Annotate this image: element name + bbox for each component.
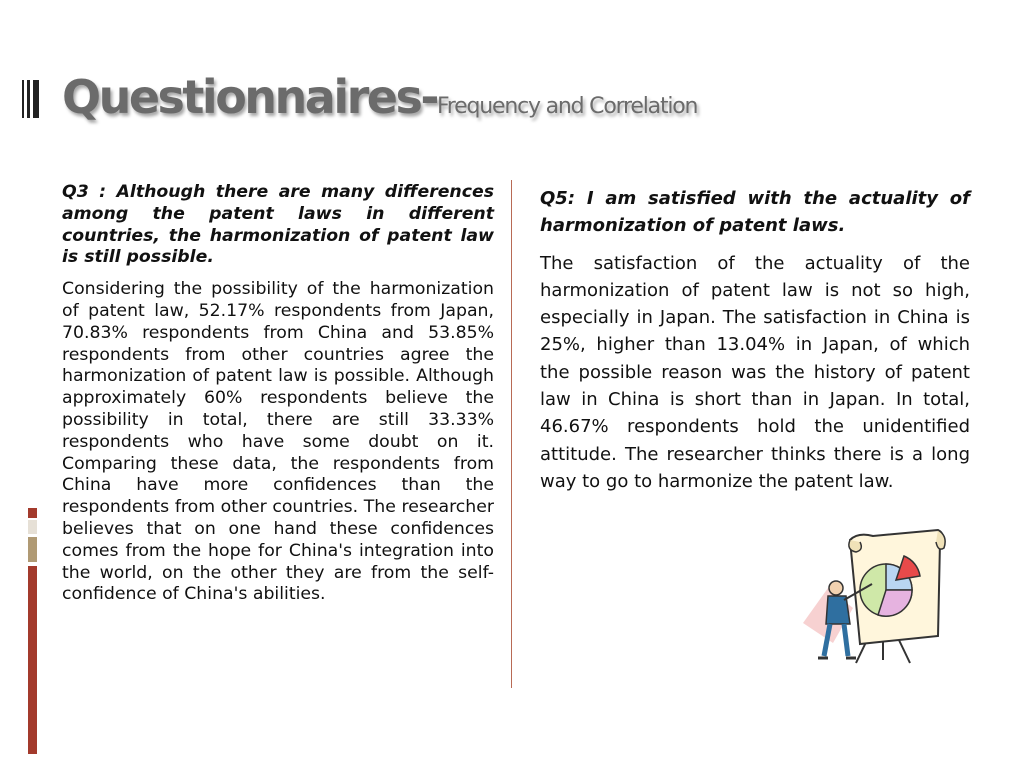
- q3-body: Considering the possibility of the harmonization of patent law, 52.17% respondents from Japan, 70.83% respondents from China and 53.85% respondents from other countries agree the harmonization of patent law is possible. Although approximately 60% respondents believe the possibility in total, there are still 33.33% respondents who have some doubt on it. Comparing these data, the respondents from China have more confidences than the respondents from other countries. The researcher believes that on one hand these confidences comes from the hope for China's integration into the world, on the other they are from the self-confidence of China's abilities.: [62, 279, 494, 605]
- title-sub: Frequency and Correlation: [436, 94, 698, 119]
- title-bars-icon: [22, 80, 40, 118]
- accent-bar-top: [28, 508, 37, 518]
- slide-title: [62, 70, 697, 124]
- right-column: [540, 185, 970, 495]
- column-divider: [511, 180, 512, 688]
- q3-question: Q3 : Although there are many differences among the patent laws in different countries, the harmonization of patent law is still possible.: [62, 182, 494, 268]
- accent-bar-light: [28, 520, 37, 534]
- accent-bar-long: [28, 566, 37, 754]
- q5-body: The satisfaction of the actuality of the harmonization of patent law is not so high, especially in Japan. The satisfaction in China is 25%, higher than 13.04% in Japan, of which the possible reason was the history of patent law in China is short than in Japan. In total, 46.67% respondents hold the unidentified attitude. The researcher thinks there is a long way to go to harmonize the patent law.: [540, 252, 970, 492]
- q5-question: Q5: I am satisfied with the actuality of harmonization of patent laws.: [540, 188, 970, 237]
- left-column: [62, 182, 494, 606]
- accent-bar-tan: [28, 537, 37, 562]
- title-main: Questionnaires-: [62, 70, 437, 124]
- presenter-pie-chart-icon: [798, 528, 948, 668]
